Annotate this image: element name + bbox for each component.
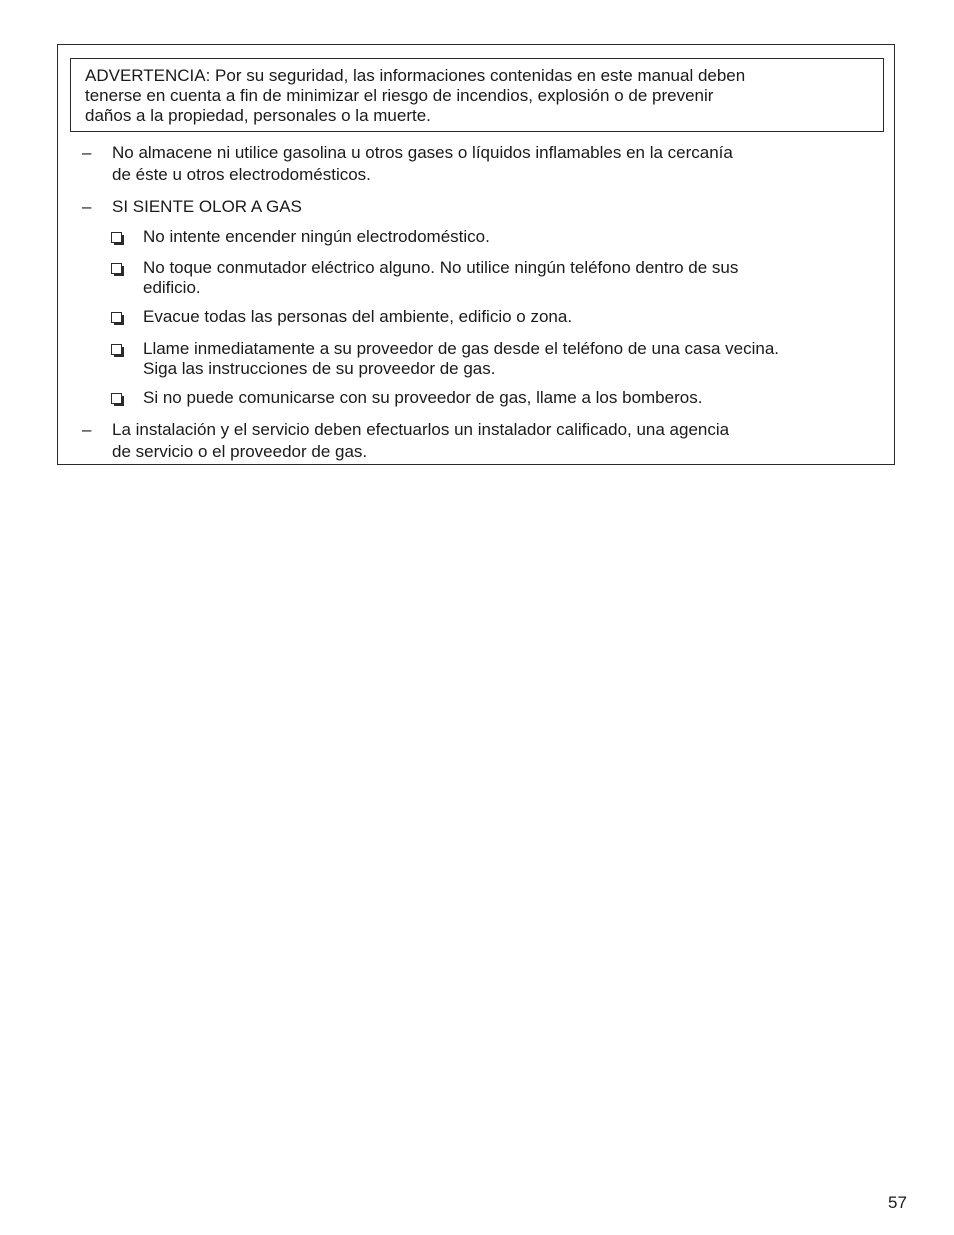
sub-item-line: No toque conmutador eléctrico alguno. No utilice ningún teléfono dentro de sus (143, 258, 739, 277)
checkbox-bullet-icon (111, 263, 122, 274)
list-item-text (112, 419, 729, 463)
dash-bullet: – (82, 197, 92, 216)
list-item-text (112, 142, 733, 186)
list-item-line: La instalación y el servicio deben efectuarlos un instalador calificado, una agencia (112, 420, 730, 439)
sub-item-line: Si no puede comunicarse con su proveedor de gas, llame a los bomberos. (143, 388, 703, 407)
list-item-line: No almacene ni utilice gasolina u otros gases o líquidos inflamables en la cercanía (112, 143, 733, 162)
warning-line: ADVERTENCIA: Por su seguridad, las informaciones contenidas en este manual deben (85, 66, 746, 85)
sub-item-line: No intente encender ningún electrodoméstico. (143, 227, 490, 246)
checkbox-bullet-icon (111, 344, 122, 355)
sub-item-text (143, 307, 572, 327)
checkbox-bullet-icon (111, 312, 122, 323)
list-item-text (112, 196, 302, 218)
list-item-line: de éste u otros electrodomésticos. (112, 165, 371, 184)
sub-item-text (143, 339, 779, 379)
sub-item-line: Siga las instrucciones de su proveedor de gas. (143, 359, 496, 378)
list-item-line: de servicio o el proveedor de gas. (112, 442, 368, 461)
sub-item-line: Llame inmediatamente a su proveedor de gas desde el teléfono de una casa vecina. (143, 339, 780, 358)
dash-bullet: – (82, 143, 92, 162)
warning-line: tenerse en cuenta a fin de minimizar el riesgo de incendios, explosión o de prevenir (85, 86, 714, 105)
checkbox-bullet-icon (111, 232, 122, 243)
warning-box (70, 58, 884, 132)
sub-item-line: Evacue todas las personas del ambiente, edificio o zona. (143, 307, 573, 326)
dash-bullet: – (82, 420, 92, 439)
gas-smell-heading: SI SIENTE OLOR A GAS (112, 197, 302, 216)
checkbox-bullet-icon (111, 393, 122, 404)
sub-item-text (143, 388, 702, 408)
page-number: 57 (888, 1193, 907, 1212)
sub-item-text (143, 227, 490, 247)
sub-item-line: edificio. (143, 278, 201, 297)
warning-line: daños a la propiedad, personales o la muerte. (85, 106, 431, 125)
sub-item-text (143, 258, 738, 298)
